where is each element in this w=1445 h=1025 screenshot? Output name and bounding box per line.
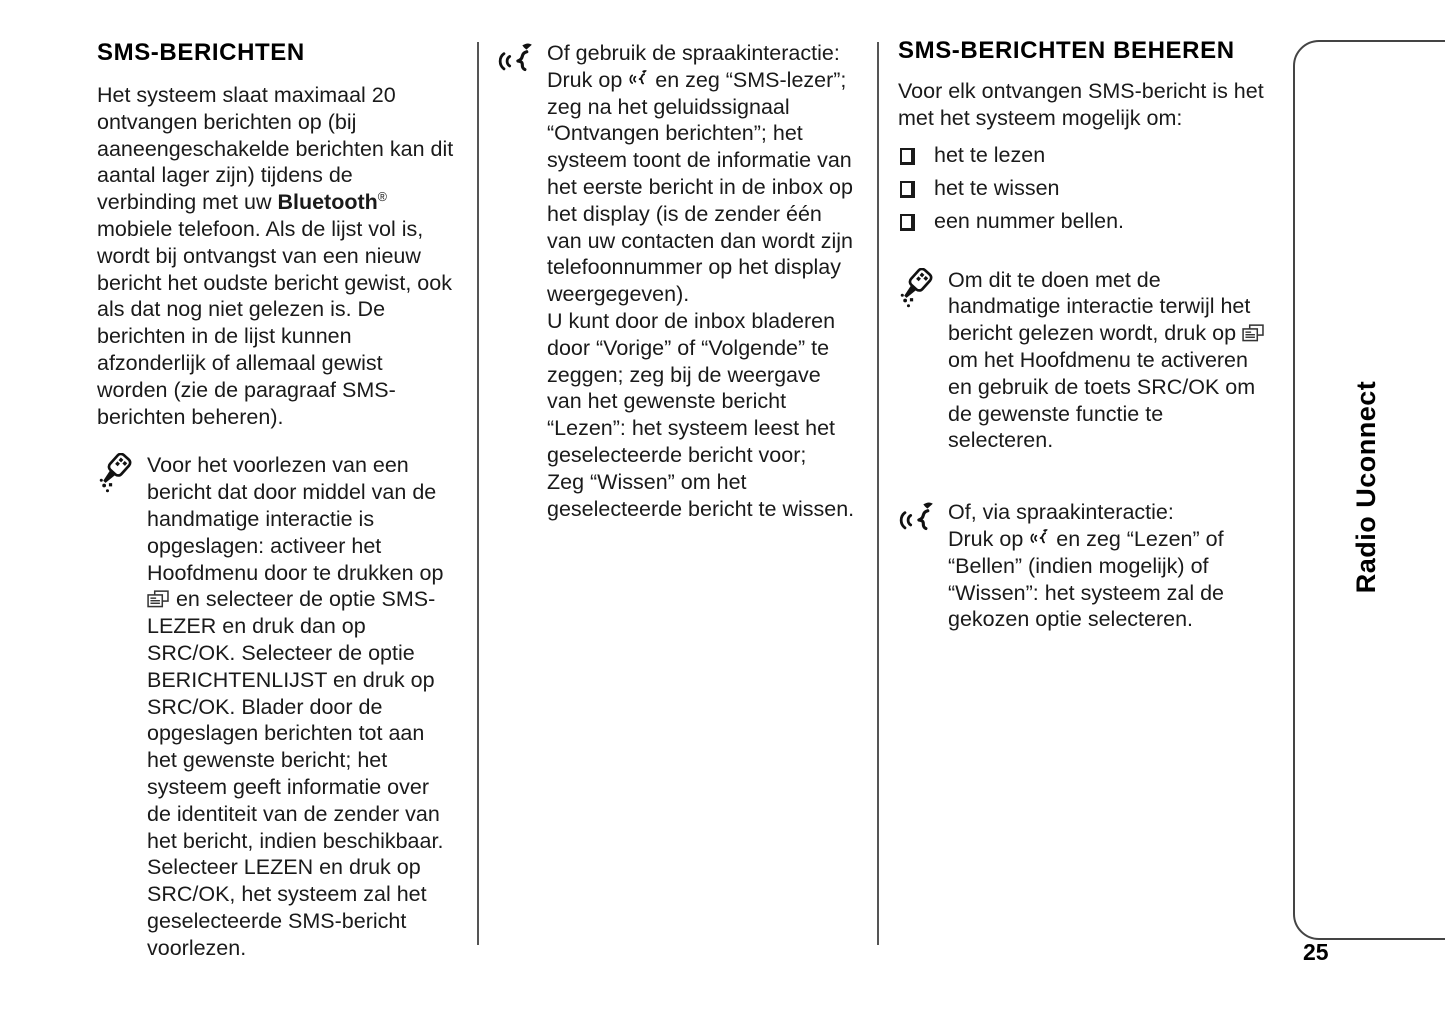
column-divider-2 [877, 42, 879, 945]
column-divider-1 [477, 42, 479, 945]
page-number: 25 [1303, 939, 1329, 965]
list-item-label: een nummer bellen. [934, 208, 1125, 233]
voice-button-icon [628, 68, 649, 89]
voice-interaction-icon [898, 499, 948, 543]
paragraph-manual-manage-text: Om dit te doen met de handmatige interactie terwijl het bericht gelezen wordt, druk op om het Hoofdmenu te activeren en gebruik de toets SRC/OK om de gewenste functie te selecteren. [948, 267, 1266, 455]
paragraph-voice-manage [898, 499, 1266, 633]
square-bullet-icon [900, 214, 915, 231]
column-sms-beheren [898, 36, 1266, 633]
column-voice-interaction [497, 40, 859, 522]
square-bullet-icon [900, 181, 915, 198]
paragraph-voice-readout-text: Of gebruik de spraakinteractie: Druk op en zeg “SMS-lezer”; zeg na het geluidssignaal “Ontvangen berichten”; het systeem toont de informatie van het eerste bericht in de inbox op het display (is de zender één van uw contacten dan wordt zijn telefoonnummer op het display weergegeven). U kunt door de inbox bladeren door “Vorige” of “Volgende” te zeggen; zeg bij de weergave van het gewenste bericht “Lezen”: het systeem leest het geselecteerde bericht voor; Zeg “Wissen” om het geselecteerde bericht te wissen. [547, 41, 855, 521]
manual-interaction-icon [898, 267, 948, 319]
paragraph-voice-manage-text: Of, via spraakinteractie: Druk op en zeg “Lezen” of “Bellen” (indien mogelijk) of “Wissen”: het systeem zal de gekozen optie selecteren. [948, 500, 1225, 632]
manual-interaction-icon [97, 452, 147, 504]
voice-interaction-icon [497, 40, 547, 84]
paragraph-manual-manage [898, 267, 1266, 455]
paragraph-manual-readout-text: Voor het voorlezen van een bericht dat door middel van de handmatige interactie is opgeslagen: activeer het Hoofdmenu door te drukken op en selecteer de optie SMS-LEZER en druk dan op SRC/OK. Selecteer de optie BERICHTENLIJST en druk op SRC/OK. Blader door de opgeslagen berichten tot aan het gewenste bericht; het systeem geeft informatie over de identiteit van de zender van het bericht, indien beschikbaar. Selecteer LEZEN en druk op SRC/OK, het systeem zal het geselecteerde SMS-bericht voorlezen. [147, 453, 444, 960]
square-bullet-icon [900, 148, 915, 165]
list-item-label: het te wissen [934, 175, 1060, 200]
beheren-options-list [898, 142, 1266, 241]
menu-button-icon [1242, 324, 1265, 342]
list-item [898, 175, 1266, 208]
chapter-tab-label: Radio Uconnect [1351, 380, 1381, 594]
column-sms-berichten [97, 38, 457, 962]
paragraph-manual-readout [97, 452, 457, 961]
list-item [898, 208, 1266, 241]
list-item [898, 142, 1266, 175]
menu-button-icon [147, 590, 170, 608]
section-title-sms-berichten: SMS-BERICHTEN [97, 39, 305, 66]
voice-button-icon [1029, 527, 1050, 548]
paragraph-beheren-intro: Voor elk ontvangen SMS-bericht is het met het systeem mogelijk om: [898, 79, 1264, 130]
section-title-sms-beheren: SMS-BERICHTEN BEHEREN [898, 37, 1235, 64]
list-item-label: het te lezen [934, 142, 1046, 167]
paragraph-voice-readout [497, 40, 859, 522]
paragraph-sms-limit: Het systeem slaat maximaal 20 ontvangen berichten op (bij aaneengeschakelde berichten kan dit aantal lager zijn) tijdens de verbinding met uw Bluetooth® mobiele telefoon. Als de lijst vol is, wordt bij ontvangst van een nieuw bericht het oudste bericht gewist, ook als dat nog niet gelezen is. De berichten in de lijst kunnen afzonderlijk of allemaal gewist worden (zie de paragraaf SMS-berichten beheren). [97, 83, 454, 429]
